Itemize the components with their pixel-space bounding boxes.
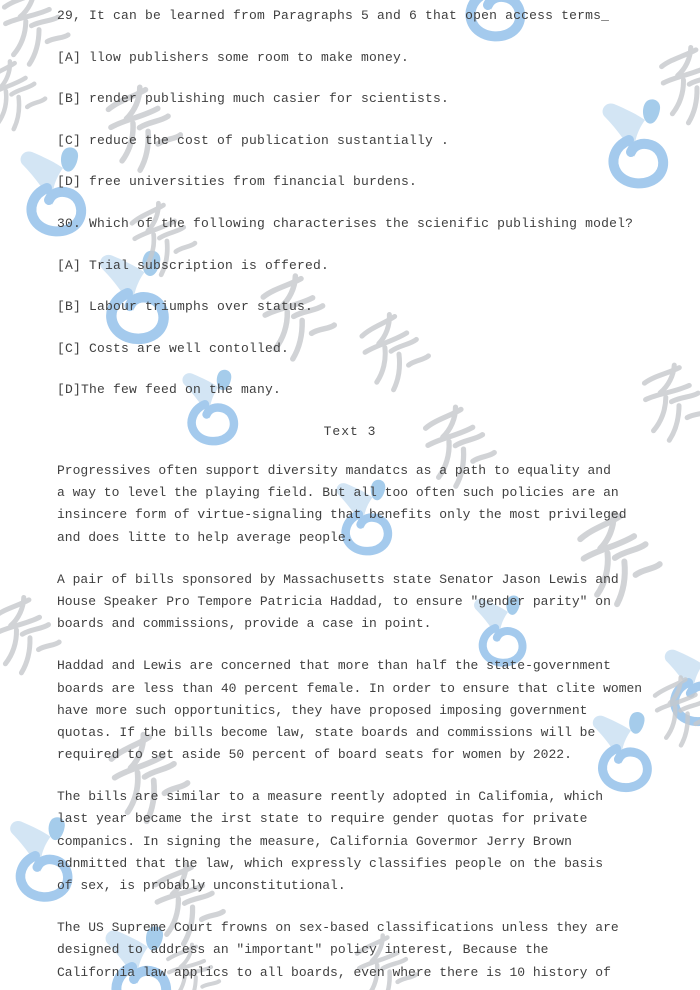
paragraph-line: Haddad and Lewis are concerned that more than half the state-government [57,658,611,674]
paragraph-line: boards are less than 40 percent female. In order to ensure that clite women [57,680,643,696]
paragraph-5 [57,920,653,987]
paragraph-line: quotas. If the bills become law, state boards and commissions will be [57,724,596,740]
paragraph-line: The bills are similar to a measure reently adopted in Califomia, which [57,789,604,805]
passage-text3 [57,463,653,990]
question-30-option-a: [A] Trial subscription is offered. [57,257,330,273]
paragraph-4 [57,789,653,900]
paragraph-line: of sex, is probably unconstitutional. [57,878,346,893]
paragraph-line: and does litte to help average people. [57,529,354,545]
question-30-option-b: [B] Labour triumphs over status. [57,299,314,315]
paragraph-line: companics. In signing the measure, California Govermor Jerry Brown [57,833,572,849]
question-section [0,0,700,466]
question-29-option-d: [D] free universities from financial burdens. [57,174,418,190]
section-heading: Text 3 [323,423,377,439]
paragraph-2 [57,572,653,639]
paragraph-line: A pair of bills sponsored by Massachusetts state Senator Jason Lewis and [57,571,619,587]
paragraph-3 [57,658,653,769]
question-29-stem: 29, It can be learned from Paragraphs 5 and 6 that open access terms_ [57,8,610,23]
paragraph-line: California law applics to all boards, even where there is 10 history of [57,964,611,980]
question-29-option-b: [B] render publishing much casier for scientists. [57,91,450,107]
paragraph-line: boards and commissions, provide a case in point. [57,616,432,632]
question-30-stem: 30. Which of the following characterises the scienific publishing model? [57,215,634,231]
paragraph-line: designed to address an ″important″ policy interest, Because the [57,942,549,958]
paragraph-line: last year became the irst state to require gender quotas for private [57,811,588,827]
paragraph-line: insincere form of virtue-signaling that benefits only the most privileged [57,507,627,523]
paragraph-1 [57,463,653,552]
paragraph-line: required to set aside 50 percent of board seats for women by 2022. [57,747,572,763]
paragraph-line: have more such opportunitics, they have proposed imposing government [57,702,588,718]
question-30-option-c: [C] Costs are well contolled. [57,340,290,356]
paragraph-line: House Speaker Pro Tempore Patricia Haddad, to ensure ″gender parity″ on [57,593,611,609]
question-29-option-c: [C] reduce the cost of publication sustantially . [57,132,450,148]
question-29-option-a: [A] llow publishers some room to make money. [57,49,410,65]
paragraph-line: a way to level the playing field. But all too often such policies are an [57,485,619,501]
paragraph-line: The US Supreme Court frowns on sex-based classifications unless they are [57,920,619,936]
question-30-option-d: [D]The few feed on the many. [57,382,282,398]
paragraph-line: adnmitted that the law, which expressly classifies people on the basis [57,855,604,871]
paragraph-line: Progressives often support diversity mandatcs as a path to equality and [57,463,611,478]
